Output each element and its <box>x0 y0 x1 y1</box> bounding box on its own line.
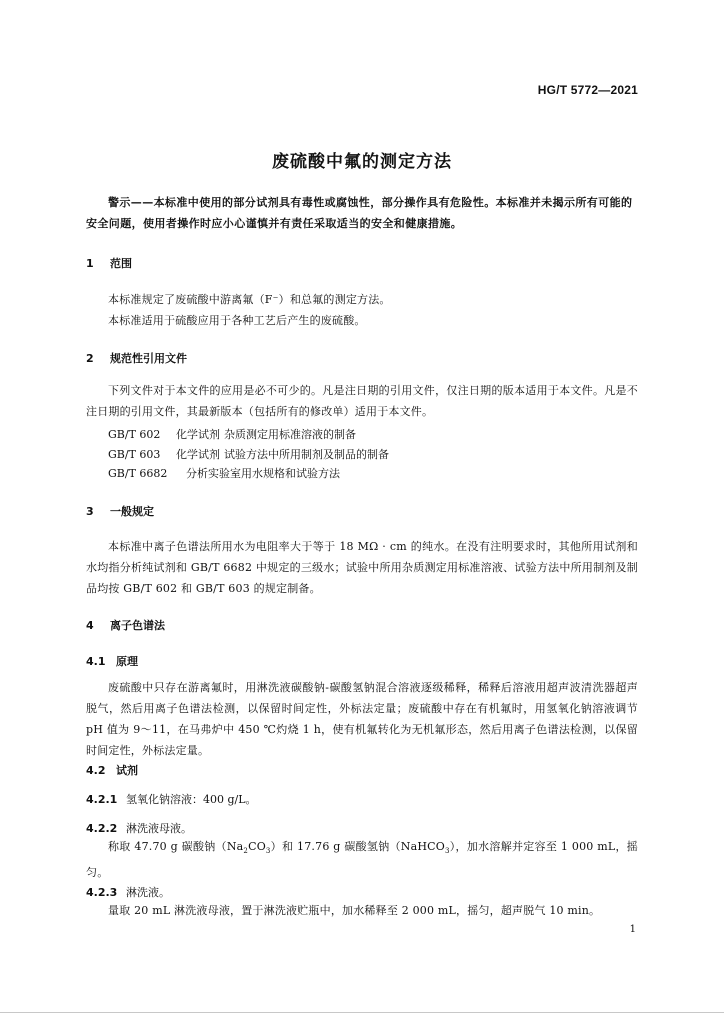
clause-4-2-2-heading <box>86 820 192 836</box>
eluent-stock-paragraph <box>86 836 638 883</box>
reference-category: 化学试剂 <box>176 448 220 461</box>
reference-title: 分析实验室用水规格和试验方法 <box>186 467 340 480</box>
text-segment: ），加水溶解并定容至 1 000 mL，摇匀。 <box>86 840 639 880</box>
eluent-paragraph: 量取 20 mL 淋洗液母液，置于淋洗液贮瓶中，加水稀释至 2 000 mL，摇匀，超声脱气 10 min。 <box>108 904 601 917</box>
subscript: 2 <box>243 847 249 856</box>
reference-item <box>108 426 356 442</box>
section-number: 4 <box>86 619 94 632</box>
text-segment: ）和 17.76 g 碳酸氢钠（NaHCO <box>270 840 445 853</box>
subsection-number: 4.2 <box>86 764 106 777</box>
text-segment: CO <box>248 840 266 853</box>
standard-code: HG/T 5772—2021 <box>537 83 638 97</box>
clause-text: 氢氧化钠溶液：400 g/L。 <box>126 793 257 806</box>
reference-item <box>108 465 340 481</box>
text-segment: 称取 47.70 g 碳酸钠（Na <box>108 840 244 853</box>
warning-paragraph: 警示——本标准中使用的部分试剂具有毒性或腐蚀性，部分操作具有危险性。本标准并未揭示所有可能的安全问题，使用者操作时应小心谨慎并有责任采取适当的安全和健康措施。 <box>86 196 633 230</box>
general-provisions-paragraph: 本标准中离子色谱法所用水为电阻率大于等于 18 MΩ · cm 的纯水。在没有注明要求时，其他所用试剂和水均指分析纯试剂和 GB/T 6682 中规定的三级水；试验中所用杂质测定用标准溶液、试验方法中所用制剂及制品均按 GB/T 602 和 GB/T 603 的规定制备。 <box>86 540 638 595</box>
reference-title: 杂质测定用标准溶液的制备 <box>224 428 356 441</box>
clause-title: 淋洗液。 <box>126 886 170 899</box>
section-title: 离子色谱法 <box>110 619 165 632</box>
principle-paragraph: 废硫酸中只存在游离氟时，用淋洗液碳酸钠-碳酸氢钠混合溶液逐级稀释，稀释后溶液用超声波清洗器超声脱气，然后用离子色谱法检测，以保留时间定性，外标法定量；废硫酸中存在有机氟时，用氢氧化钠溶液调节 pH 值为 9～11，在马弗炉中 450 ℃灼烧 1 h，使有机氟转化为无机氟形态，然后用离子色谱法检测，以保留时间定性，外标法定量。 <box>86 681 638 757</box>
section-title: 规范性引用文件 <box>110 352 187 365</box>
scope-paragraph-1: 本标准规定了废硫酸中游离氟（F⁻）和总氟的测定方法。 <box>108 293 391 306</box>
section-number: 3 <box>86 505 94 518</box>
clause-4-2-3-heading <box>86 884 170 900</box>
clause-4-2-1 <box>86 791 257 807</box>
reference-item <box>108 446 389 462</box>
section-1-heading <box>86 255 132 271</box>
subsection-title: 试剂 <box>116 764 138 777</box>
subscript: 3 <box>445 847 450 856</box>
subscript: 3 <box>265 847 271 856</box>
reference-code: GB/T 602 <box>108 428 161 441</box>
clause-number: 4.2.1 <box>86 793 118 806</box>
section-title: 一般规定 <box>110 505 154 518</box>
section-number: 2 <box>86 352 94 365</box>
page-bottom-divider <box>0 1012 724 1013</box>
subsection-4-2-heading <box>86 762 138 778</box>
clause-number: 4.2.2 <box>86 822 118 835</box>
subsection-title: 原理 <box>116 655 138 668</box>
document-title: 废硫酸中氟的测定方法 <box>272 152 452 172</box>
section-title: 范围 <box>110 257 132 270</box>
subsection-4-1-heading <box>86 653 138 669</box>
reference-code: GB/T 603 <box>108 448 161 461</box>
reference-title: 试验方法中所用制剂及制品的制备 <box>224 448 389 461</box>
scope-paragraph-2: 本标准适用于硫酸应用于各种工艺后产生的废硫酸。 <box>108 314 366 327</box>
page-number: 1 <box>629 924 636 935</box>
section-number: 1 <box>86 257 94 270</box>
section-4-heading <box>86 617 165 633</box>
reference-category: 化学试剂 <box>176 428 220 441</box>
subsection-number: 4.1 <box>86 655 106 668</box>
reference-code: GB/T 6682 <box>108 467 168 480</box>
section-2-heading <box>86 350 187 366</box>
references-intro-paragraph: 下列文件对于本文件的应用是必不可少的。凡是注日期的引用文件，仅注日期的版本适用于本文件。凡是不注日期的引用文件，其最新版本（包括所有的修改单）适用于本文件。 <box>86 384 638 418</box>
section-3-heading <box>86 503 154 519</box>
clause-number: 4.2.3 <box>86 886 118 899</box>
clause-title: 淋洗液母液。 <box>126 822 192 835</box>
